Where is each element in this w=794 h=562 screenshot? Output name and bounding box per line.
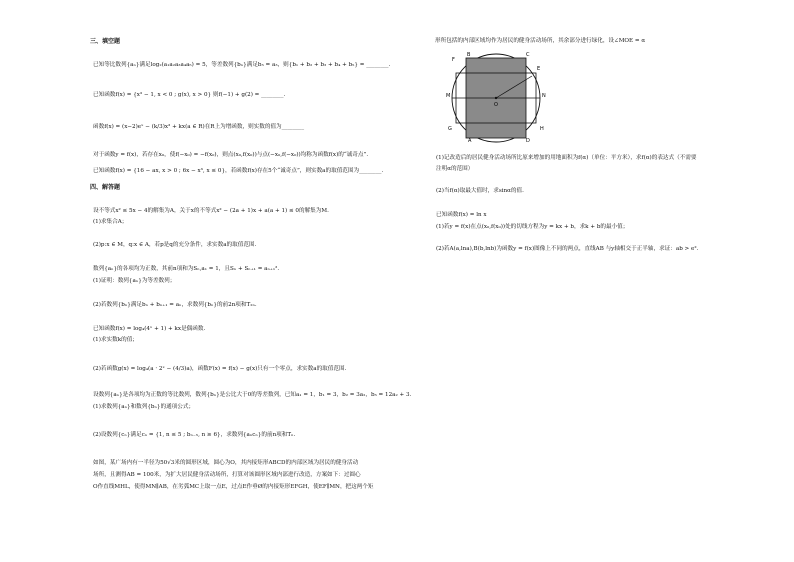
label-n: N (542, 93, 546, 99)
figure-intro: 形所包括的内部区域均作为居民的健身活动场所，其余部分进行绿化，设∠MOE = α (435, 38, 646, 44)
problem-1-q1: (1)求集合A； (93, 219, 128, 225)
problem-1-stem: 设不等式x² ≤ 5x − 4的解集为A，关于x的不等式x² − (2a + 1)x + a(a + 1) ≤ 0的解集为M. (93, 208, 329, 214)
log-problem-q2: (2)若A(a,lna),B(b,lnb)为函数y = f(x)图像上不同的两点，直线AB 与y轴相交于正半轴，求证：ab > e². (436, 246, 699, 252)
problem-4-q1: (1)求数列{aₙ}和数列{bₙ}的通项公式； (93, 404, 195, 410)
figure-question-2: (2)当f(α)取最大值时，求sinα的值. (436, 188, 524, 194)
problem-2-q2: (2)若数列{bₙ}满足bₙ + bₙ₊₁ = aₙ，求数列{bₙ}的前2n项和T₂ₙ. (93, 302, 257, 308)
label-o: O (494, 102, 498, 108)
circle-figure (444, 48, 556, 144)
fill-item-1: 已知等比数列{aₙ}满足log₂(a₁a₂a₃a₄a₅) = 5，等差数列{bₙ}满足b₃ = a₃，则{b₁ + b₂ + b₃ + b₄ + b₅} = ________. (93, 62, 391, 68)
label-m: M (446, 93, 451, 99)
label-d: D (526, 138, 530, 144)
log-problem-stem: 已知函数f(x) = ln x (436, 212, 487, 218)
label-h: H (540, 126, 544, 132)
label-c: C (526, 52, 530, 58)
problem-3-q2: (2)若函数g(x) = log₄(a · 2ˣ − (4/3)a)，函数F(x) = f(x) − g(x)只有一个零点，求实数a的取值范围. (93, 366, 347, 372)
section-3-heading: 三、填空题 (90, 38, 121, 45)
label-g: G (448, 126, 452, 132)
problem-5-line-2: 场所，且测得AB = 100米，为扩大居民健身活动场所，打算对该圆形区域内部进行改造，方案如下：过圆心 (93, 472, 361, 478)
problem-1-q2: (2)p:x ∈ M，q:x ∈ A，若p是q的充分条件，求实数a的取值范围. (93, 242, 257, 248)
fill-item-5: 已知函数f(x) = {16 − ax, x > 0 ; 6x − x³, x ≤ 0}，若函数f(x)存在5个“诚奇点”，则实数a的取值范围为________. (93, 168, 384, 174)
label-e: E (537, 66, 541, 72)
problem-3-stem: 已知函数f(x) = log₄(4ˣ + 1) + kx是偶函数. (93, 326, 206, 332)
problem-2-q1: (1)证明：数列{aₙ}为等差数列； (93, 278, 176, 284)
fill-item-4: 对于函数y = f(x)，若存在x₀，使f(−x₀) = −f(x₀)，则点(x₀,f(x₀))与点(−x₀,f(−x₀))均称为函数f(x)的“诚奇点”. (93, 152, 369, 158)
problem-5-line-3: O作直线MHL，使得MN∥AB，在劣弧MC上取一点E，过点E作垂Ø的内接矩形EFGH，使EF∥MN，把这两个矩 (93, 484, 374, 490)
problem-3-q1: (1)求实数k的值； (93, 337, 138, 343)
fill-item-3: 函数f(x) = (x−2)eˣ − (k/3)x³ + kx(a ∈ R)在R上为增函数，则实数的值为________ (93, 124, 305, 130)
problem-4-q2: (2)设数列{cₙ}满足cₙ = {1, n ≤ 5 ; bₙ₋₅, n ≥ 6}，求数列{aₙcₙ}的前n项和Tₙ. (93, 432, 296, 438)
figure-question-1-cont: 注明α的范围） (436, 166, 474, 172)
log-problem-q1: (1)若y = f(x)在点(x₀,f(x₀))处的切线方程为y = kx + b，求k + b的最小值； (436, 224, 629, 230)
problem-5-line-1: 如图，某广场内有一半径为50√3米的圆形区域，圆心为O，其内接矩形ABCD的内部区域为居民的健身活动 (93, 460, 359, 466)
center-point (495, 97, 497, 99)
section-4-heading: 四、解答题 (90, 184, 121, 191)
label-a: A (468, 138, 472, 144)
label-f: F (452, 57, 455, 63)
figure-question-1: (1)记改造后的居民健身活动场所比原来增加的用地面积为f(α)（单位：平方米），求f(α)的表达式（不需要 (436, 155, 697, 161)
label-b: B (467, 52, 471, 58)
problem-4-stem: 设数列{aₙ}是各项均为正数的等比数列，数列{bₙ}是公比大于0的等差数列，已知a₁ = 1，b₁ = 3，b₂ = 3a₂，b₃ = 12a₂ + 3. (93, 392, 412, 398)
fill-item-2: 已知函数f(x) = {x³ − 1, x < 0 ; g(x), x > 0} 则f(−1) + g(2) = ________. (93, 92, 286, 98)
problem-2-stem: 数列{aₙ}的各项均为正数，其前n项和为Sₙ,a₁ = 1，且Sₙ + Sₙ₊₁ = aₙ₊₁². (93, 266, 280, 272)
